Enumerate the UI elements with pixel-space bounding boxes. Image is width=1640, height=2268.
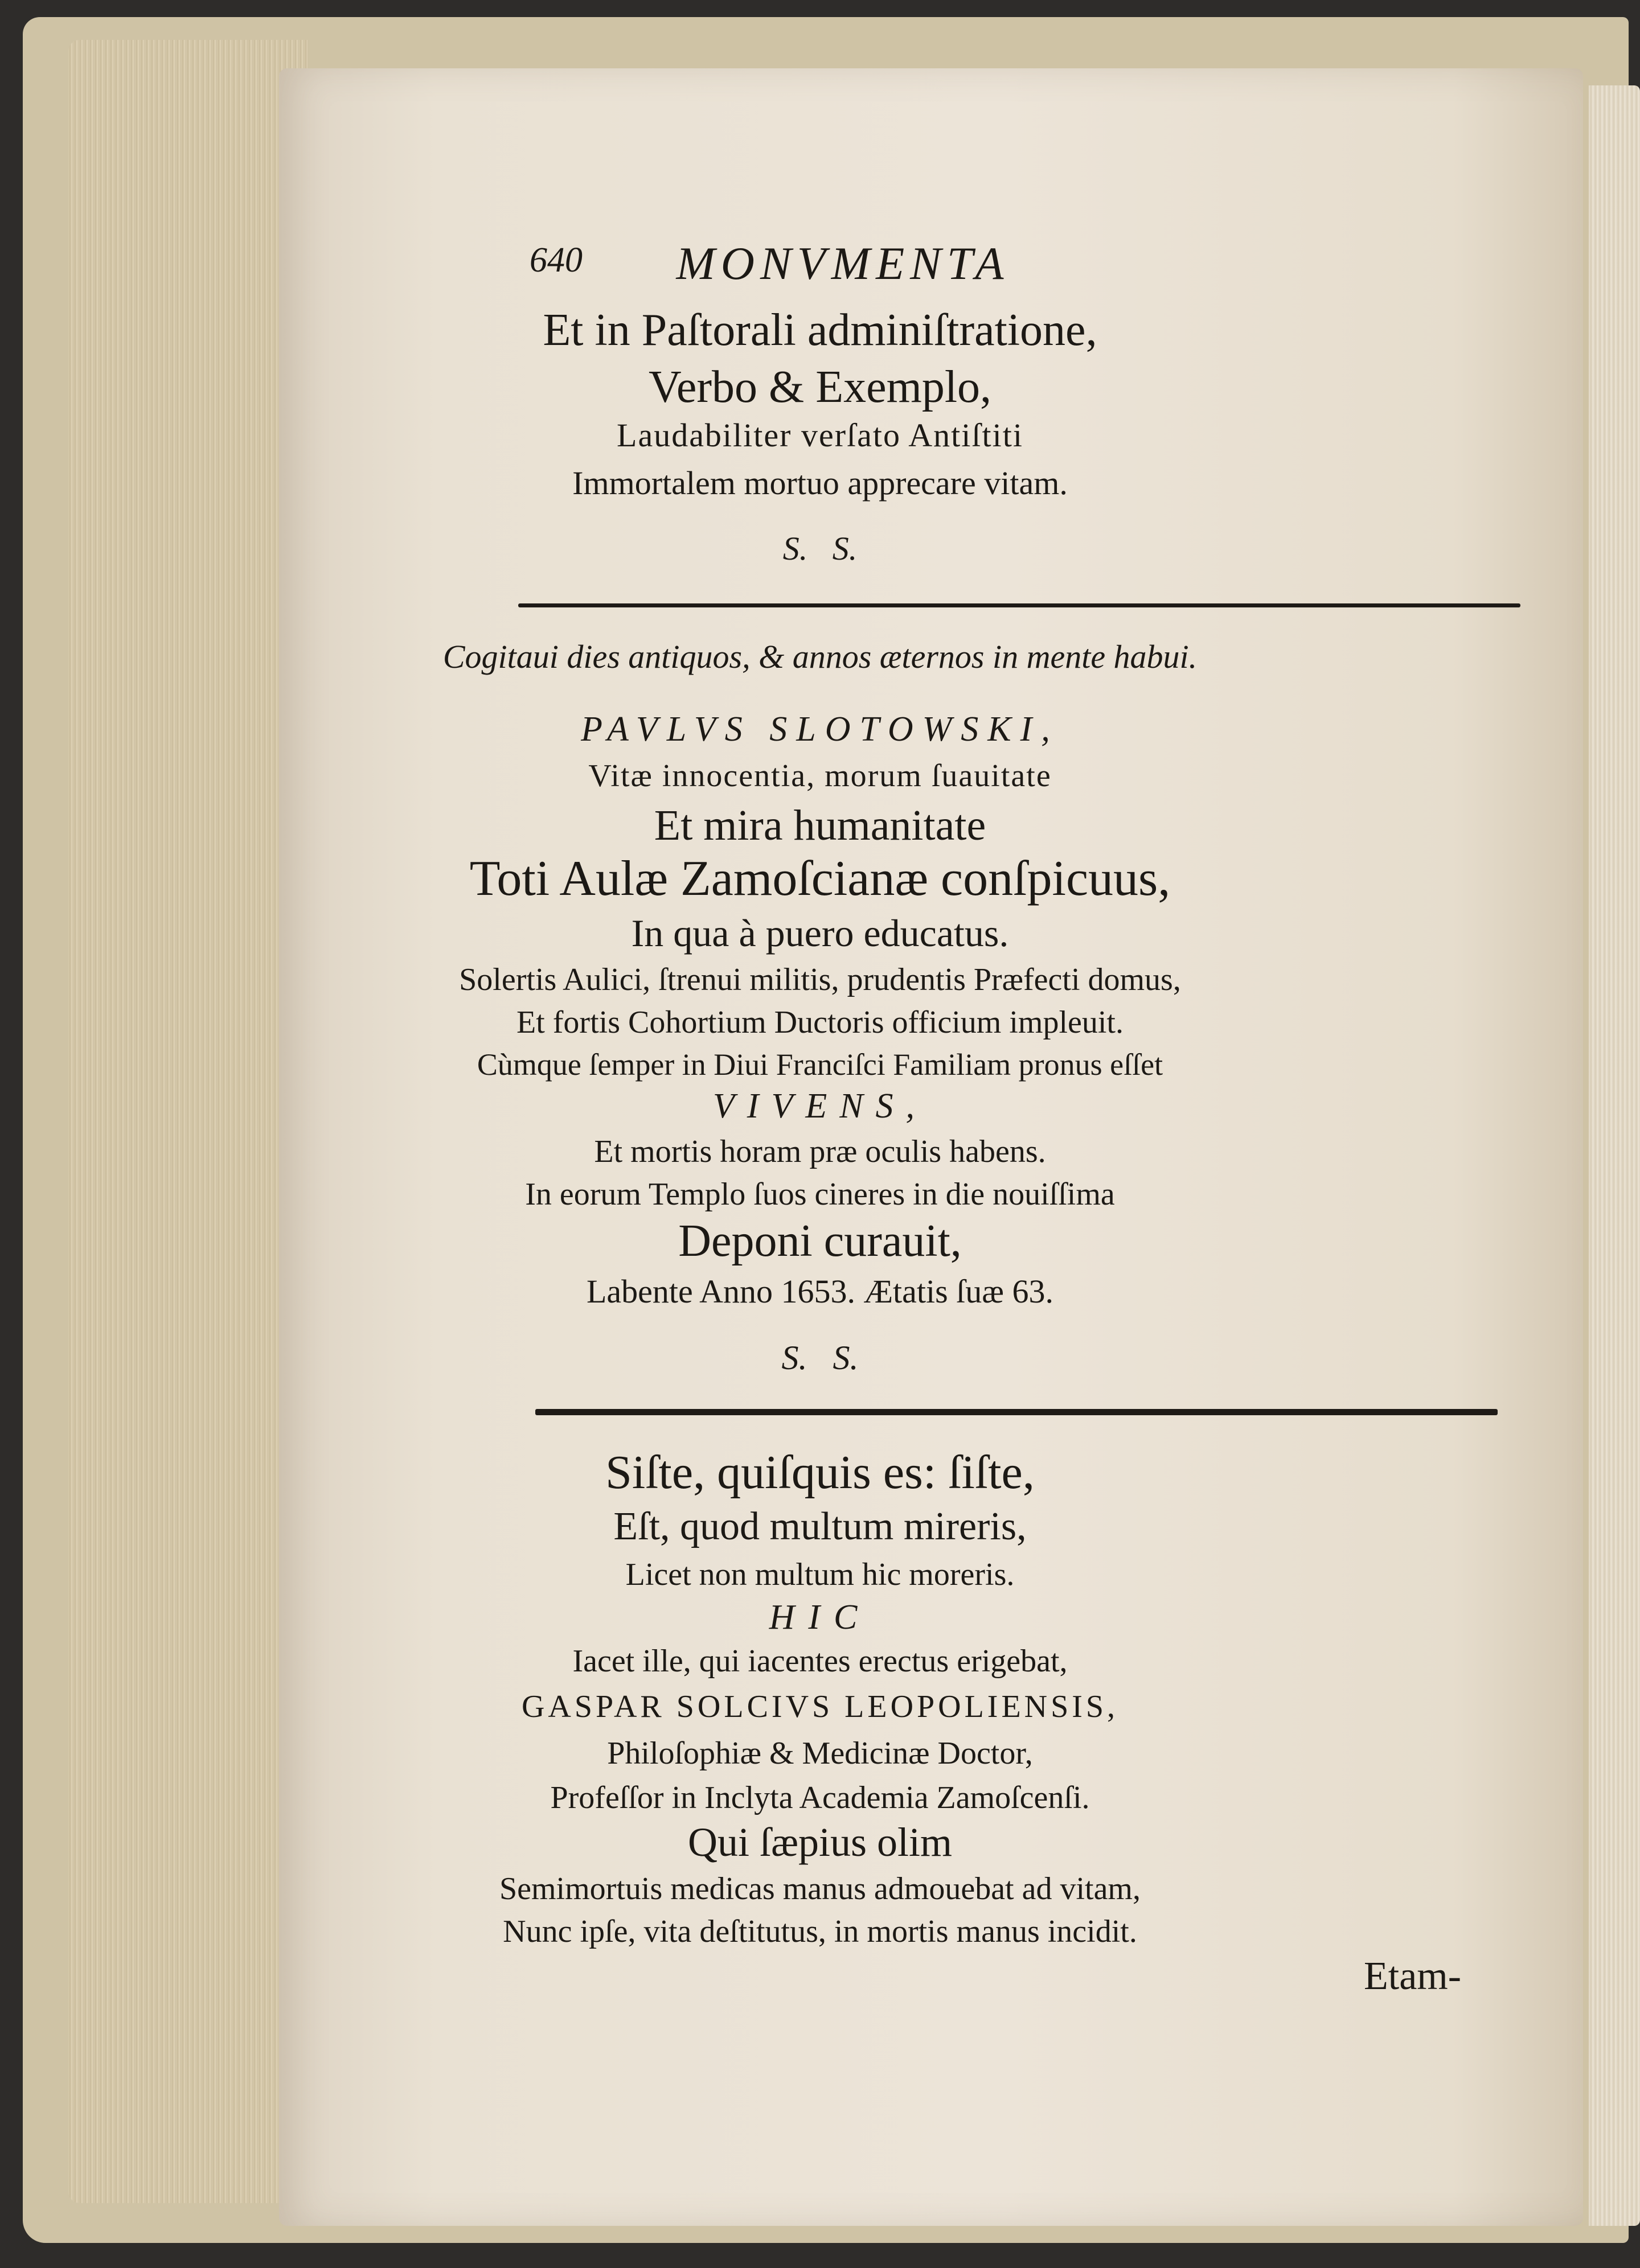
section3-line-3: Licet non multum hic moreris. bbox=[625, 1557, 1015, 1592]
section3-line-10: Semimortuis medicas manus admouebat ad vitam, bbox=[499, 1871, 1141, 1907]
section3-line-5: Iacet ille, qui iacentes erectus erigebat, bbox=[572, 1644, 1068, 1679]
section2-line-6: Et fortis Cohortium Ductoris officium impleuit. bbox=[516, 1005, 1124, 1040]
section3-line-7: Philoſophiæ & Medicinæ Doctor, bbox=[607, 1736, 1033, 1771]
section2-line-vivens: VIVENS, bbox=[712, 1087, 928, 1125]
section2-line-1: Vitæ innocentia, morum ſuauitate bbox=[588, 758, 1052, 794]
person-name-slotowski: PAVLVS SLOTOWSKI, bbox=[581, 710, 1059, 749]
page-number: 640 bbox=[530, 241, 583, 280]
section2-line-5: Solertis Aulici, ſtrenui militis, prudentis Præfecti domus, bbox=[459, 962, 1181, 997]
section1-line-1: Et in Paſtorali adminiſtratione, bbox=[543, 305, 1097, 355]
section1-line-4: Immortalem mortuo apprecare vitam. bbox=[572, 465, 1068, 502]
section3-line-1: Siſte, quiſquis es: ſiſte, bbox=[605, 1446, 1035, 1499]
section3-line-11: Nunc ipſe, vita deſtitutus, in mortis manus incidit. bbox=[503, 1914, 1137, 1949]
section2-line-7: Cùmque ſemper in Diui Franciſci Familiam pronus eſſet bbox=[477, 1047, 1163, 1082]
section1-line-3: Laudabiliter verſato Antiſtiti bbox=[617, 417, 1023, 454]
section2-line-11: Deponi curauit, bbox=[678, 1216, 962, 1266]
section2-closing: S. S. bbox=[781, 1339, 859, 1377]
section2-line-2: Et mira humanitate bbox=[654, 802, 986, 849]
section-divider-1 bbox=[518, 603, 1520, 607]
section1-line-2: Verbo & Exemplo, bbox=[648, 362, 992, 412]
section3-line-6: GASPAR SOLCIVS LEOPOLIENSIS, bbox=[521, 1689, 1119, 1724]
section3-line-hic: HIC bbox=[769, 1598, 871, 1637]
section-divider-2 bbox=[535, 1409, 1498, 1415]
section3-line-8: Profeſſor in Inclyta Academia Zamoſcenſi. bbox=[550, 1780, 1090, 1815]
section2-line-4: In qua à puero educatus. bbox=[631, 911, 1009, 955]
running-title: MONVMENTA bbox=[676, 237, 1010, 289]
section3-line-2: Eſt, quod multum mireris, bbox=[613, 1505, 1027, 1548]
section2-line-10: In eorum Templo ſuos cineres in die nouiſſima bbox=[525, 1177, 1115, 1212]
section2-line-9: Et mortis horam præ oculis habens. bbox=[594, 1134, 1046, 1169]
section1-closing: S. S. bbox=[782, 530, 858, 567]
epigraph: Cogitaui dies antiquos, & annos æternos in mente habui. bbox=[442, 638, 1198, 675]
catchword: Etam- bbox=[1364, 1954, 1462, 1998]
section3-line-9: Qui ſæpius olim bbox=[687, 1819, 953, 1865]
section2-line-3: Toti Aulæ Zamoſcianæ conſpicuus, bbox=[469, 851, 1171, 906]
section2-line-12: Labente Anno 1653. Ætatis ſuæ 63. bbox=[587, 1273, 1053, 1310]
